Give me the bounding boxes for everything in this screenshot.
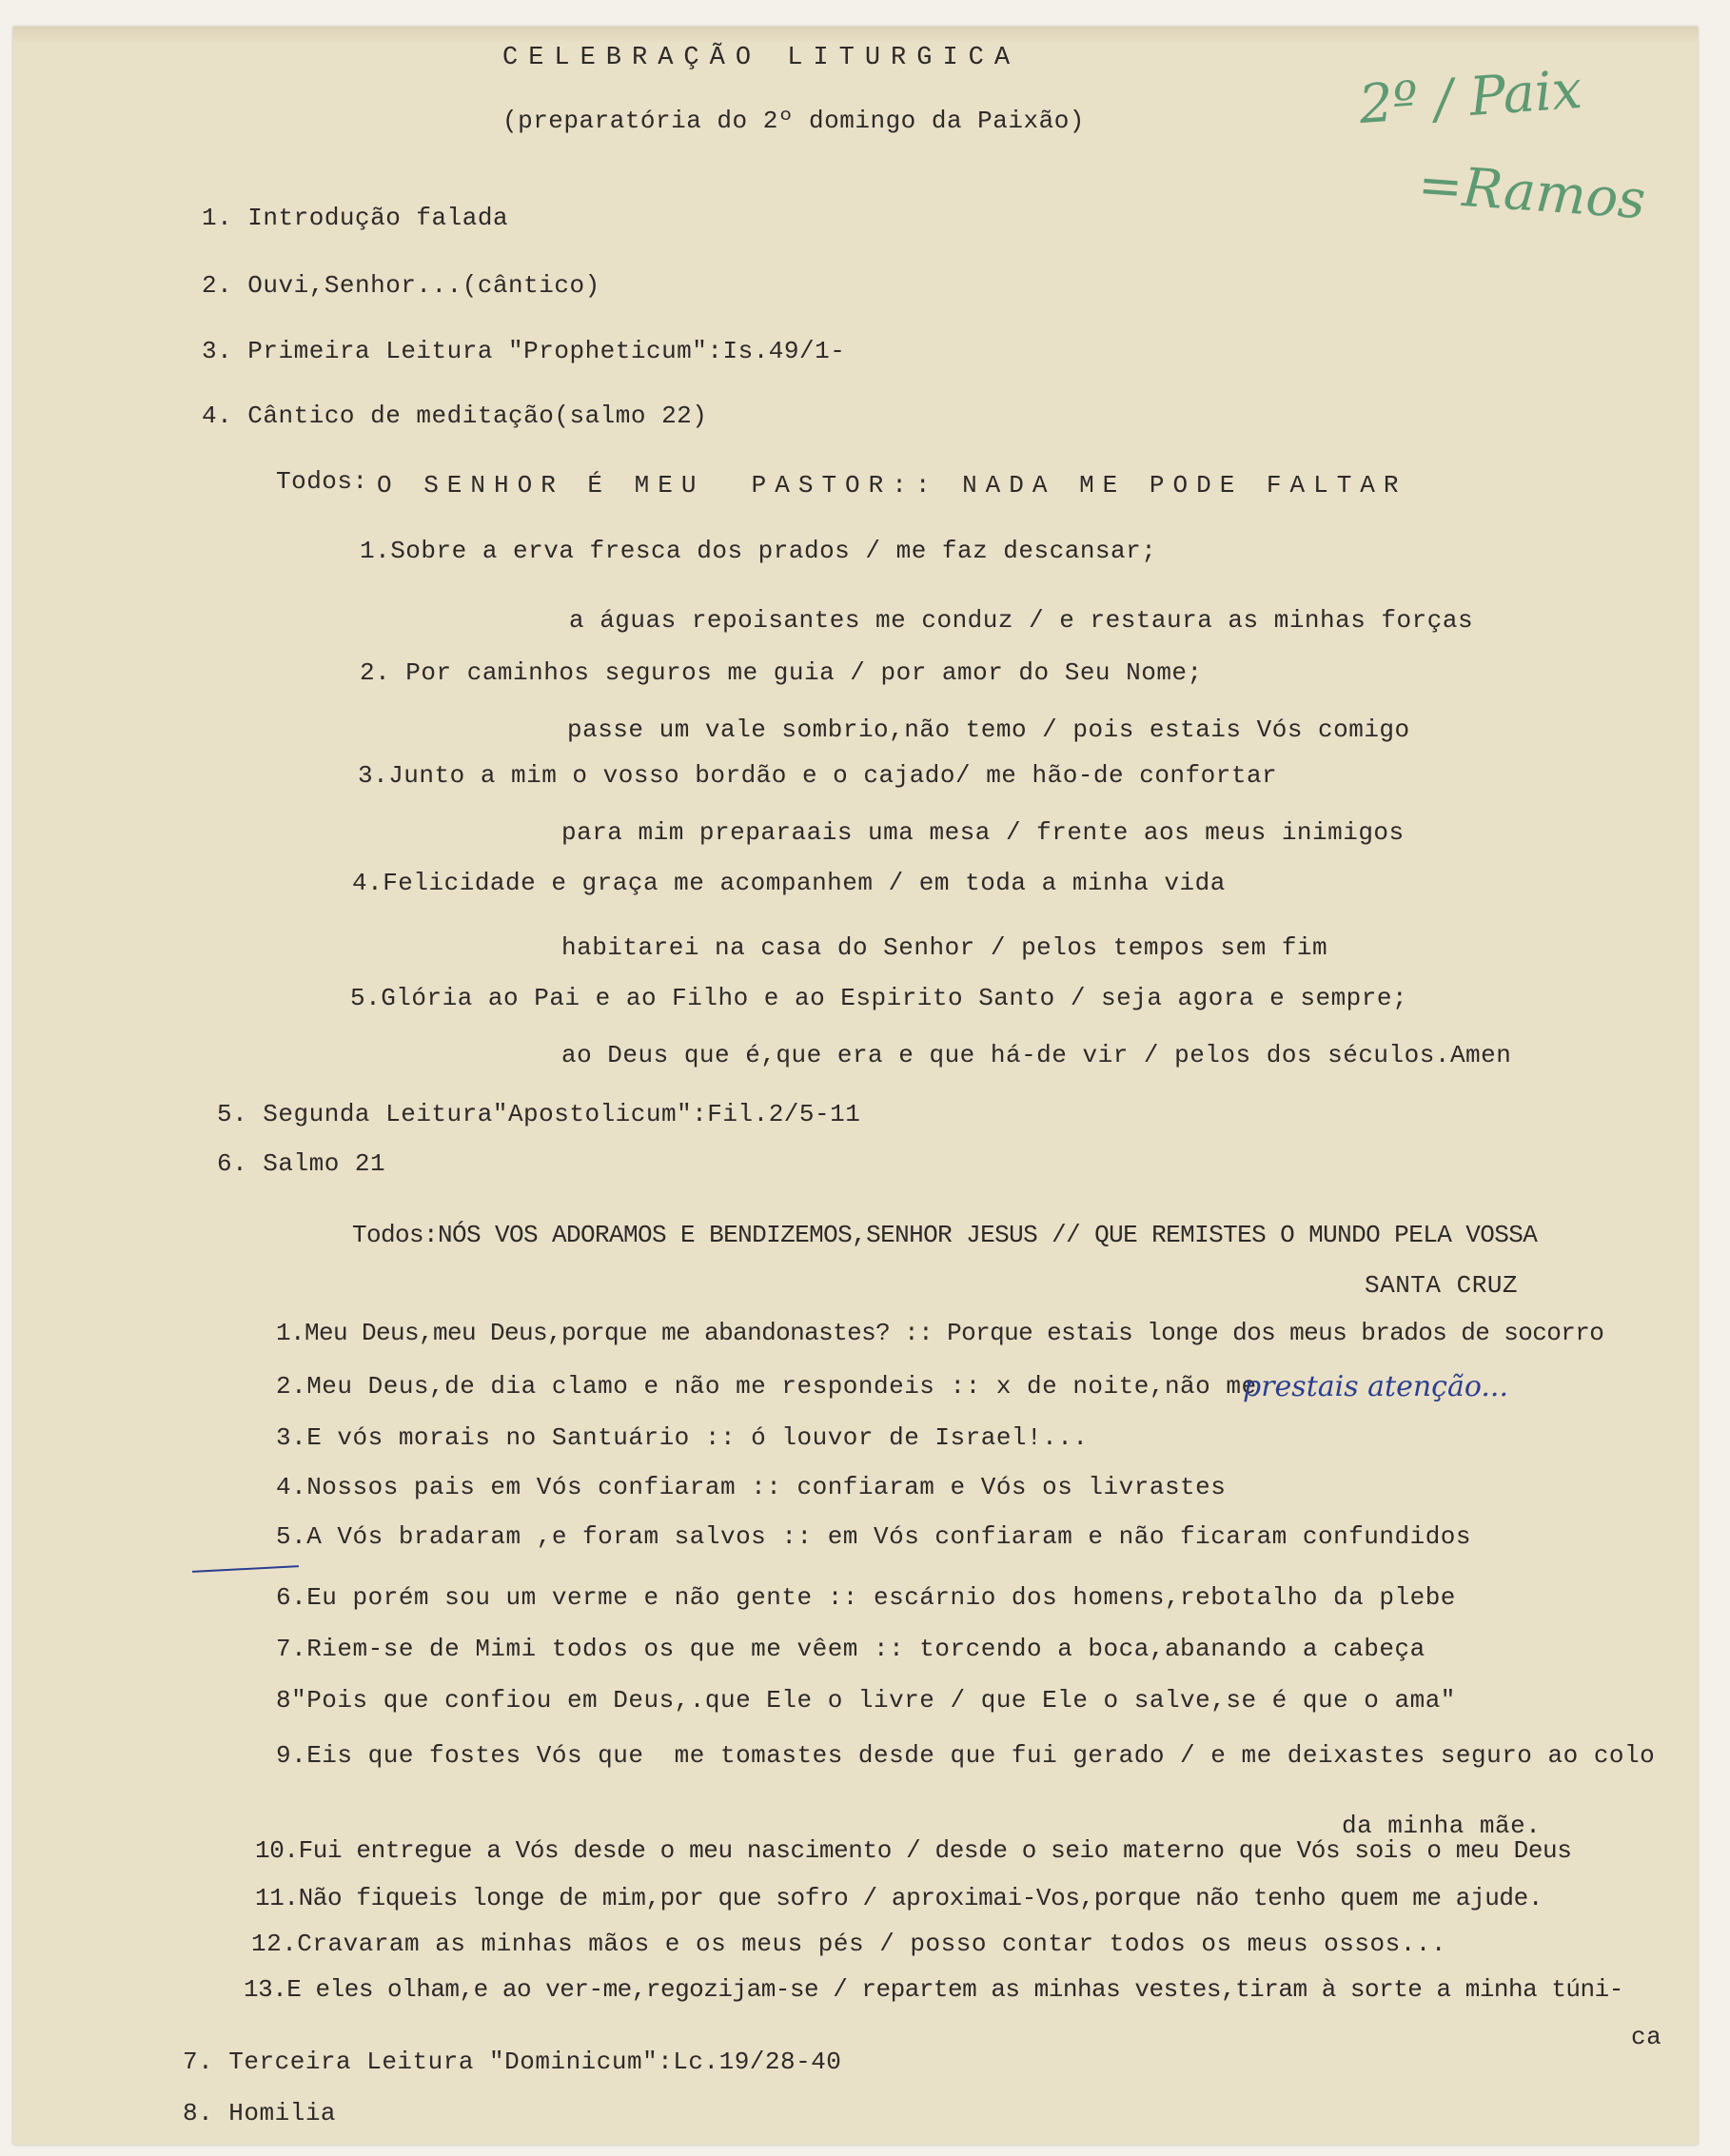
psalm22-line: 1.Sobre a erva fresca dos prados / me faz descansar;: [360, 537, 1157, 565]
psalm21-line: 13.E eles olham,e ao ver-me,regozijam-se / repartem as minhas vestes,tiram à sorte a minha túni-: [244, 1975, 1623, 2004]
psalm21-line: 10.Fui entregue a Vós desde o meu nascimento / desde o seio materno que Vós sois o meu Deus: [255, 1836, 1572, 1865]
psalm22-line: habitarei na casa do Senhor / pelos tempos sem fim: [561, 933, 1328, 962]
psalm21-line: 1.Meu Deus,meu Deus,porque me abandonastes? :: Porque estais longe dos meus brados de socorro: [276, 1319, 1604, 1347]
psalm21-line: 7.Riem-se de Mimi todos os que me vêem :: torcendo a boca,abanando a cabeça: [276, 1635, 1425, 1663]
psalm21-line: 11.Não fiqueis longe de mim,por que sofro / aproximai-Vos,porque não tenho quem me ajude.: [255, 1884, 1543, 1912]
psalm22-line: ao Deus que é,que era e que há-de vir / pelos dos séculos.Amen: [561, 1041, 1512, 1069]
item-5: 5. Segunda Leitura"Apostolicum":Fil.2/5-11: [217, 1100, 861, 1128]
handwritten-annotation-line1: 2º / Paix: [1357, 58, 1584, 137]
psalm21-refrain-end: SANTA CRUZ: [1365, 1271, 1519, 1300]
handwritten-annotation-line2: =Ramos: [1416, 153, 1648, 232]
item-8: 8. Homilia: [183, 2099, 337, 2127]
psalm21-line: ca: [1631, 2023, 1662, 2051]
document-title: CELEBRAÇÃO LITURGICA: [502, 44, 1021, 72]
psalm21-line: 9.Eis que fostes Vós que me tomastes desde que fui gerado / e me deixastes seguro ao colo: [276, 1741, 1656, 1770]
item-1: 1. Introdução falada: [202, 204, 509, 232]
item-7: 7. Terceira Leitura "Dominicum":Lc.19/28-40: [183, 2048, 842, 2076]
psalm21-line: 4.Nossos pais em Vós confiaram :: confiaram e Vós os livrastes: [276, 1473, 1227, 1501]
psalm21-line: da minha mãe.: [1342, 1812, 1542, 1840]
item-4: 4. Cântico de meditação(salmo 22): [202, 402, 708, 430]
psalm22-line: 3.Junto a mim o vosso bordão e o cajado/ me hão-de confortar: [358, 761, 1278, 790]
item-2: 2. Ouvi,Senhor...(cântico): [202, 271, 600, 300]
psalm22-line: para mim preparaais uma mesa / frente aos meus inimigos: [561, 818, 1405, 847]
psalm21-line: 5.A Vós bradaram ,e foram salvos :: em Vós confiaram e não ficaram confundidos: [276, 1522, 1471, 1551]
psalm21-line: 12.Cravaram as minhas mãos e os meus pés / posso contar todos os meus ossos...: [251, 1930, 1446, 1958]
item-6: 6. Salmo 21: [217, 1149, 386, 1178]
psalm22-refrain: O SENHOR É MEU PASTOR:: NADA ME PODE FALTAR: [377, 471, 1407, 500]
psalm22-line: passe um vale sombrio,não temo / pois estais Vós comigo: [567, 715, 1410, 744]
psalm22-todos-label: Todos:: [276, 467, 368, 496]
psalm22-line: a águas repoisantes me conduz / e restaura as minhas forças: [569, 606, 1474, 635]
psalm21-line: 8"Pois que confiou em Deus,.que Ele o livre / que Ele o salve,se é que o ama": [276, 1686, 1456, 1715]
psalm22-line: 4.Felicidade e graça me acompanhem / em toda a minha vida: [352, 869, 1226, 897]
handwritten-correction: prestais atenção...: [1243, 1370, 1509, 1403]
psalm21-line: 3.E vós morais no Santuário :: ó louvor de Israel!...: [276, 1423, 1089, 1452]
document-subtitle: (preparatória do 2º domingo da Paixão): [502, 107, 1085, 135]
psalm21-line: 6.Eu porém sou um verme e não gente :: escárnio dos homens,rebotalho da plebe: [276, 1583, 1456, 1612]
psalm22-line: 5.Glória ao Pai e ao Filho e ao Espirito Santo / seja agora e sempre;: [350, 984, 1408, 1012]
psalm21-refrain: Todos:NÓS VOS ADORAMOS E BENDIZEMOS,SENHOR JESUS // QUE REMISTES O MUNDO PELA VOSSA: [352, 1221, 1538, 1249]
psalm21-line: 2.Meu Deus,de dia clamo e não me respondeis :: x de noite,não me: [276, 1372, 1257, 1401]
psalm22-line: 2. Por caminhos seguros me guia / por amor do Seu Nome;: [360, 658, 1203, 687]
item-3: 3. Primeira Leitura "Propheticum":Is.49/1-: [202, 337, 846, 365]
